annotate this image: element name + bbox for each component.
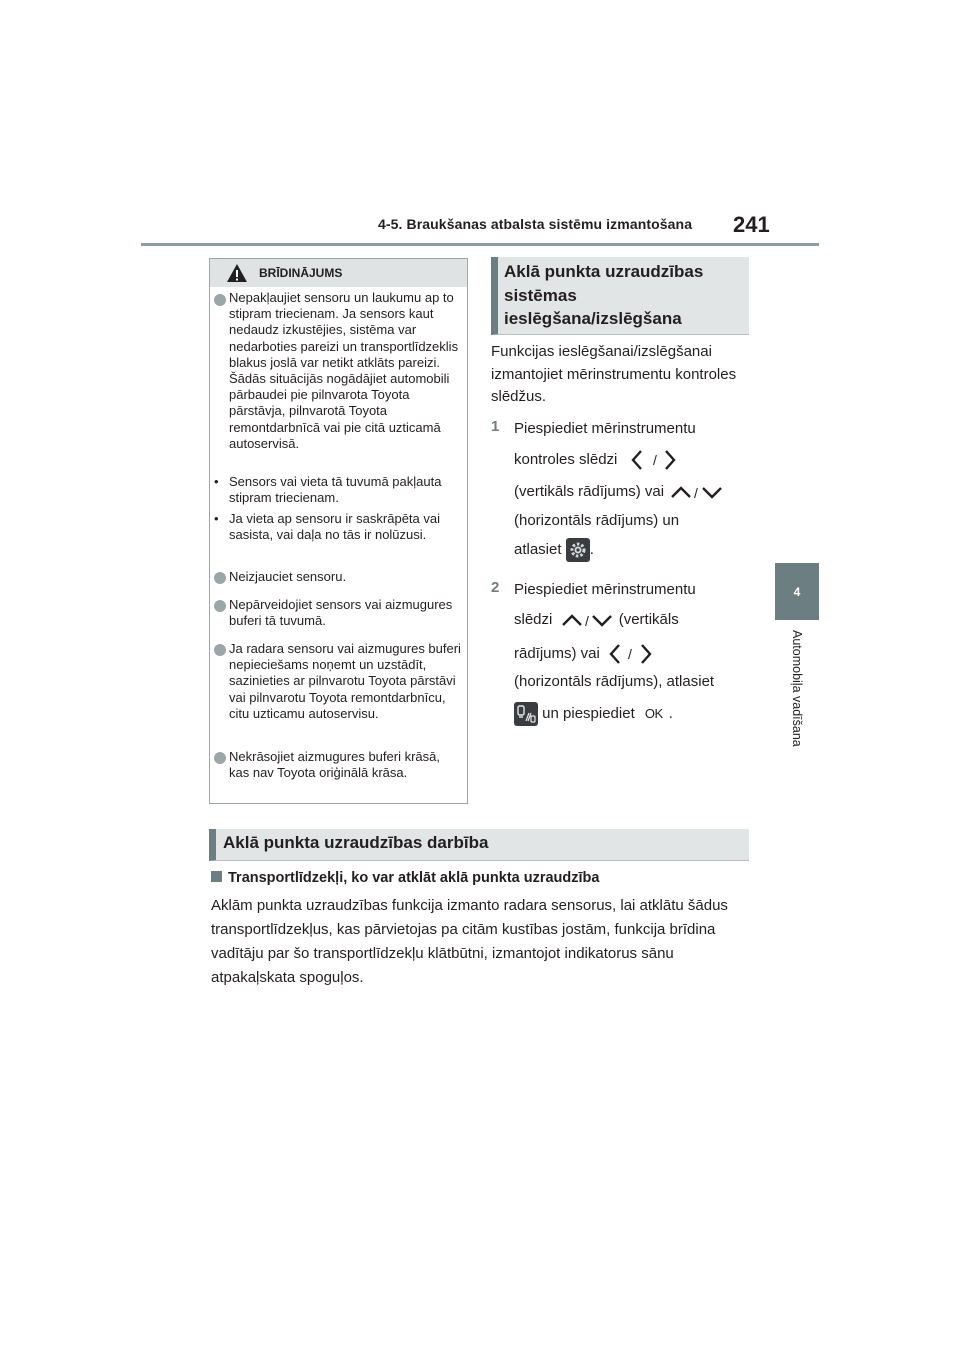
bullet-icon [214,294,226,306]
svg-text:/: / [694,485,699,502]
warning-item: Nepārveidojiet sensors vai aizmugures buferi tā tuvumā. [229,597,453,629]
sub-bullet-icon: • [214,474,219,489]
step-text-part: slēdzi [514,611,553,628]
subheading-text: Transportlīdzekļi, ko var atklāt aklā punkta uzraudzība [228,870,600,886]
svg-text:/: / [584,613,589,630]
settings-gear-icon [566,538,590,562]
section-heading: Aklā punkta uzraudzības darbība [223,833,489,852]
bullet-icon [214,600,226,612]
step-number: 1 [491,418,500,435]
chapter-tab: 4 [775,563,819,620]
bullet-icon [214,752,226,764]
step-text [514,609,679,632]
intro-text: Funkcijas ieslēgšanai/izslēgšanai izmantojiet mērinstrumentu kontroles slēdžus. [491,343,737,405]
up-down-arrows-icon [557,611,615,629]
step-text-part: kontroles slēdzi [514,451,618,468]
chapter-label-text: Automobiļa vadīšana [790,630,804,747]
warning-sub-item: Sensors vai vieta tā tuvumā pakļauta stipram triecienam. [229,474,442,506]
step-text: (horizontāls rādījums), atlasiet [514,673,715,690]
up-down-arrows-icon [668,483,728,501]
step-number: 2 [491,579,500,596]
section-title: 4-5. Braukšanas atbalsta sistēmu izmantošana [378,216,693,232]
bullet-icon [214,572,226,584]
step-text [514,449,684,472]
subheading [211,870,599,886]
svg-text:/: / [652,452,657,469]
step-text-part: (vertikāls rādījums) vai [514,483,665,500]
left-right-arrows-icon [604,643,658,665]
blind-spot-monitor-icon [514,702,538,726]
step-text [514,702,673,726]
warning-sub-item: Ja vieta ap sensoru ir saskrāpēta vai sasista, vai daļa no tās ir nolūzusi. [229,511,440,543]
step-text-part: un piespiediet [542,704,635,722]
svg-text:/: / [628,646,632,663]
warning-item: Nepakļaujiet sensoru un laukumu ap to stipram triecienam. Ja sensors kaut nedaudz izkustējies, sistēma var nedarboties pareizi un transportlīdzeklis blakus joslā var netikt atklāts pareizi. Šādās situācijās nogādājiet automobili pārbaudei pie pilnvarota Toyota pārstāvja, pilnvarotā Toyota remontdarbnīcā vai pie citā uzticamā autoservisā. [229,290,459,451]
step-text [514,481,728,504]
step-text-part: (vertikāls [618,611,679,628]
square-bullet-icon [211,871,222,882]
step-text [514,643,658,666]
page-number: 241 [733,212,770,237]
warning-item: Neizjauciet sensoru. [229,569,347,584]
step-text: Piespiediet mērinstrumentu [514,581,696,598]
step-text-part: rādījums) vai [514,645,600,662]
step-text: Piespiediet mērinstrumentu [514,420,696,437]
step-text: (horizontāls rādījums) un [514,512,680,529]
warning-item: Ja radara sensoru vai aizmugures buferi nepieciešams noņemt un uzstādīt, sazinieties ar pilnvarotu Toyota pārstāvi vai pilnvarotu Toyota remontdarbnīcu, citu uzticamu autoservisu. [229,641,461,721]
chapter-label [775,630,819,790]
warning-triangle-icon [226,263,248,283]
period: . [668,704,673,722]
step-text-part: atlasiet [514,540,562,558]
section-heading: Aklā punkta uzraudzības sistēmas ieslēgšana/izslēgšana [504,262,704,328]
body-paragraph: Aklām punkta uzraudzības funkcija izmanto radara sensorus, lai atklātu šādus transportlīdzekļus, kas pārvietojas pa citām kustības jostām, funkcija brīdina vadītāju par šo transportlīdzekļu klātbūtni, izmantojot indikatorus sānu atpakaļskata spoguļos. [211,897,728,986]
header-rule [141,243,819,246]
sub-bullet-icon: • [214,511,219,526]
bullet-icon [214,644,226,656]
left-right-arrows-icon [622,449,684,471]
step-text [514,538,594,562]
period: . [589,540,594,558]
ok-button-symbol: OK [644,705,663,721]
warning-title: BRĪDINĀJUMS [259,266,343,280]
warning-item: Nekrāsojiet aizmugures buferi krāsā, kas nav Toyota oriģinālā krāsa. [229,749,440,781]
